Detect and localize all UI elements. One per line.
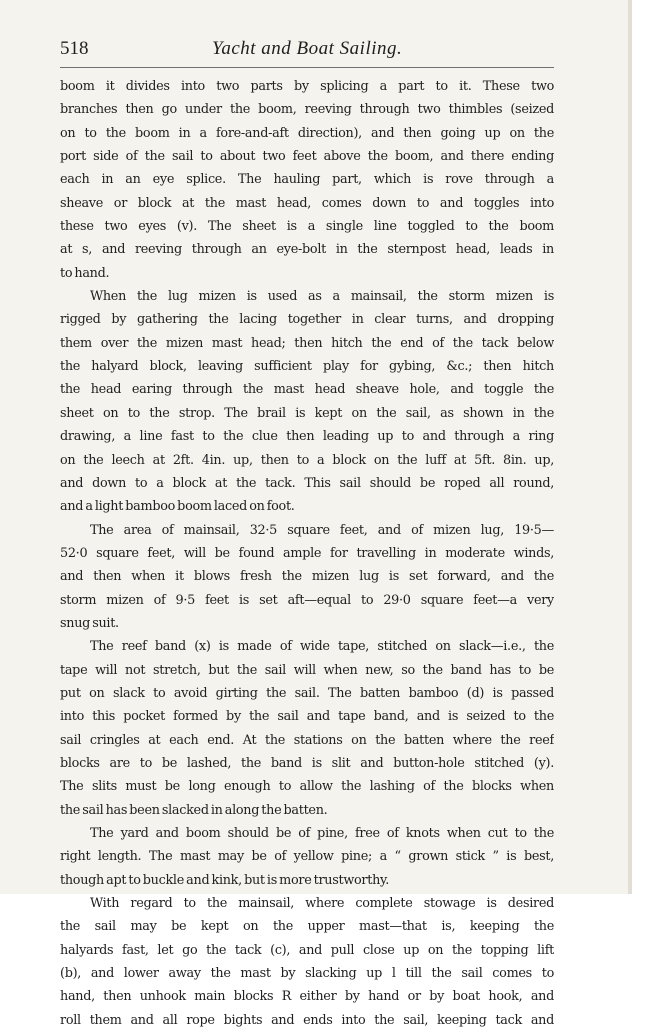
text-line: snug suit. bbox=[60, 615, 119, 631]
text-line: drawing, a line fast to the clue then leading up to and through a ring bbox=[60, 429, 554, 445]
text-line: the sail may be kept on the upper mast—that is, keeping the bbox=[60, 919, 554, 935]
text-line: each in an eye splice. The hauling part, which is rove through a bbox=[60, 172, 554, 188]
text-line: With regard to the mainsail, where complete stowage is desired bbox=[90, 896, 554, 912]
text-line: and then when it blows fresh the mizen lug is set forward, and the bbox=[60, 569, 554, 585]
text-line: them over the mizen mast head; then hitch the end of the tack below bbox=[60, 335, 554, 351]
text-line: sheave or block at the mast head, comes down to and toggles into bbox=[60, 195, 554, 211]
text-line: and a light bamboo boom laced on foot. bbox=[60, 499, 295, 515]
page-number: 518 bbox=[60, 38, 89, 59]
text-line: rigged by gathering the lacing together in clear turns, and dropping bbox=[60, 312, 554, 328]
text-line: right length. The mast may be of yellow pine; a “ grown stick ” is best, bbox=[60, 849, 554, 865]
text-line: The yard and boom should be of pine, free of knots when cut to the bbox=[90, 826, 554, 841]
text-line: at s, and reeving through an eye-bolt in the sternpost head, leads in bbox=[60, 242, 554, 258]
text-line: and down to a block at the tack. This sail should be roped all round, bbox=[60, 475, 554, 491]
text-line: storm mizen of 9·5 feet is set aft—equal to 29·0 square feet—a very bbox=[60, 592, 554, 608]
text-line: boom it divides into two parts by splicing a part to it. These two bbox=[60, 79, 554, 94]
text-line: The area of mainsail, 32·5 square feet, and of mizen lug, 19·5— bbox=[90, 522, 554, 538]
text-line: hand, then unhook main blocks R either by hand or by boat hook, and bbox=[60, 989, 554, 1005]
text-line: branches then go under the boom, reeving through two thimbles (seized bbox=[60, 102, 554, 118]
text-line: blocks are to be lashed, the band is slit and button-hole stitched (y). bbox=[60, 755, 554, 771]
text-line: The reef band (x) is made of wide tape, stitched on slack—i.e., the bbox=[90, 639, 554, 655]
text-line: put on slack to avoid girting the sail. The batten bamboo (d) is passed bbox=[60, 685, 554, 701]
text-line: 52·0 square feet, will be found ample for travelling in moderate winds, bbox=[60, 545, 554, 561]
text-line: The slits must be long enough to allow the lashing of the blocks when bbox=[60, 779, 554, 795]
text-line: though apt to buckle and kink, but is more trustworthy. bbox=[60, 872, 390, 888]
page-edge bbox=[628, 0, 632, 894]
text-line: these two eyes (v). The sheet is a single line toggled to the boom bbox=[60, 219, 554, 235]
text-line: When the lug mizen is used as a mainsail, the storm mizen is bbox=[90, 289, 554, 305]
text-line: sheet on to the strop. The brail is kept on the sail, as shown in the bbox=[60, 405, 554, 421]
body-text bbox=[60, 75, 554, 1032]
text-line: roll them and all rope bights and ends into the sail, keeping tack and bbox=[60, 1012, 554, 1028]
text-line: the head earing through the mast head sheave hole, and toggle the bbox=[60, 382, 554, 398]
text-line: sail cringles at each end. At the stations on the batten where the reef bbox=[60, 732, 554, 748]
text-line: on the leech at 2ft. 4in. up, then to a block on the luff at 5ft. 8in. up, bbox=[60, 452, 554, 468]
text-line: on to the boom in a fore-and-aft direction), and then going up on the bbox=[60, 125, 554, 141]
text-line: into this pocket formed by the sail and tape band, and is seized to the bbox=[60, 709, 554, 725]
text-line: (b), and lower away the mast by slacking up l till the sail comes to bbox=[60, 966, 554, 982]
text-line: to hand. bbox=[60, 265, 110, 281]
page-header bbox=[60, 38, 554, 62]
text-line: the sail has been slacked in along the batten. bbox=[60, 802, 328, 818]
header-rule bbox=[60, 67, 554, 68]
text-line: port side of the sail to about two feet above the boom, and there ending bbox=[60, 149, 554, 165]
text-line: the halyard block, leaving sufficient play for gybing, &c.; then hitch bbox=[60, 359, 554, 375]
text-line: tape will not stretch, but the sail will when new, so the band has to be bbox=[60, 662, 554, 678]
text-line: halyards fast, let go the tack (c), and pull close up on the topping lift bbox=[60, 942, 554, 958]
running-title: Yacht and Boat Sailing. bbox=[212, 38, 403, 59]
